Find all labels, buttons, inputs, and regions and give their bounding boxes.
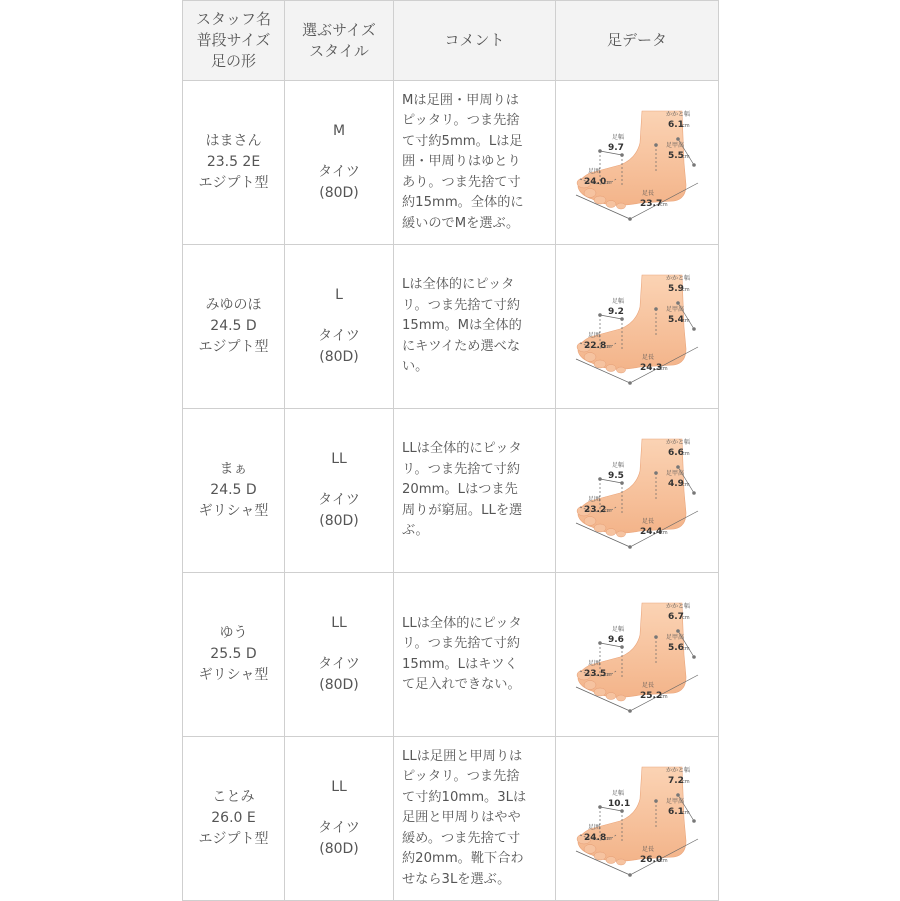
comment-cell	[394, 245, 556, 409]
unit-cm: cm	[604, 835, 612, 842]
value-foot-width: 9.5	[608, 470, 624, 481]
value-heel-width: 6.7	[668, 611, 684, 622]
label-instep-height: 足甲高	[666, 305, 685, 313]
label-instep-height: 足甲高	[666, 797, 685, 805]
comment-line: て足入れできない。	[402, 677, 521, 692]
comment-line: 15mm。Mは全体的	[402, 318, 522, 334]
size-cell	[285, 573, 394, 737]
comment-line: ピッタリ。つま先捨	[402, 113, 520, 129]
staff-name: まぁ	[219, 461, 248, 477]
comment-line: LLは足囲と甲周りは	[402, 748, 523, 764]
label-foot-length: 足長	[642, 353, 655, 361]
label-heel-width: かかと幅	[666, 602, 691, 610]
chosen-size: M	[332, 123, 346, 139]
value-foot-width: 9.7	[608, 142, 624, 153]
foot-data-cell	[556, 409, 719, 573]
comment-line: 囲・甲周りはゆとり	[402, 154, 521, 170]
unit-cm: cm	[660, 529, 668, 536]
unit-cm: cm	[682, 286, 690, 293]
header-staff-line: スタッフ名	[195, 10, 271, 28]
unit-cm: cm	[682, 481, 690, 488]
value-instep-height: 6.1	[668, 806, 684, 817]
value-foot-width: 9.2	[608, 306, 624, 317]
table-row	[183, 409, 719, 573]
style: タイツ	[318, 492, 360, 508]
label-instep-height: 足甲高	[666, 141, 685, 149]
value-foot-width: 9.6	[608, 634, 624, 645]
header-size	[285, 1, 394, 81]
comment-line: Lは全体的にピッタ	[402, 277, 515, 293]
foot-shape: エジプト型	[198, 831, 269, 847]
unit-cm: cm	[604, 343, 612, 350]
label-foot-width: 足幅	[612, 133, 625, 141]
value-foot-length: 25.2	[640, 690, 663, 701]
comment-line: 15mm。Lはキツく	[402, 656, 518, 672]
value-girth: 23.5	[584, 668, 607, 679]
usual-size: 23.5 2E	[206, 154, 261, 170]
label-instep-height: 足甲高	[666, 469, 685, 477]
foot-data-cell	[556, 737, 719, 901]
header-staff-line: 足の形	[210, 52, 256, 70]
table-header-row	[183, 1, 719, 81]
comment-line: い。	[402, 359, 429, 375]
value-foot-length: 26.0	[640, 854, 663, 865]
size-cell	[285, 81, 394, 245]
unit-cm: cm	[682, 614, 690, 621]
label-foot-width: 足幅	[612, 789, 625, 797]
table-row	[183, 81, 719, 245]
value-girth: 24.8	[584, 832, 607, 843]
foot-data-cell	[556, 245, 719, 409]
value-heel-width: 7.2	[668, 775, 684, 786]
value-heel-width: 6.1	[668, 119, 684, 130]
value-instep-height: 5.6	[668, 642, 684, 653]
value-instep-height: 4.9	[668, 478, 684, 489]
comment-line: 足囲と甲周りはやや	[402, 810, 521, 826]
foot-shape: ギリシャ型	[198, 667, 269, 683]
foot-shape: エジプト型	[198, 339, 269, 355]
comment-line: ぶ。	[402, 523, 429, 539]
comment-line: せなら3Lを選ぶ。	[402, 871, 511, 887]
comment-line: て寸約10mm。3Lは	[402, 789, 527, 805]
value-heel-width: 5.9	[668, 283, 684, 294]
staff-name: ことみ	[212, 789, 255, 805]
value-foot-width: 10.1	[608, 798, 631, 809]
unit-cm: cm	[604, 507, 612, 514]
foot-diagram	[570, 103, 704, 223]
label-foot-width: 足幅	[612, 625, 625, 633]
table-row	[183, 245, 719, 409]
unit-cm: cm	[660, 693, 668, 700]
foot-data-cell	[556, 81, 719, 245]
label-heel-width: かかと幅	[666, 438, 691, 446]
table-row	[183, 737, 719, 901]
unit-cm: cm	[682, 809, 690, 816]
usual-size: 25.5 D	[210, 646, 257, 662]
comment-cell	[394, 81, 556, 245]
foot-diagram	[570, 431, 704, 551]
value-girth: 23.2	[584, 504, 607, 515]
foot-shape: ギリシャ型	[198, 503, 269, 519]
comment-line: LLは全体的にピッタ	[402, 441, 522, 457]
unit-cm: cm	[682, 153, 690, 160]
value-foot-length: 24.4	[640, 526, 663, 537]
style-denier: (80D)	[319, 349, 359, 365]
header-foot-data: 足データ	[556, 1, 719, 81]
size-cell	[285, 409, 394, 573]
header-staff-line: 普段サイズ	[196, 31, 271, 49]
label-instep-height: 足甲高	[666, 633, 685, 641]
staff-cell	[183, 573, 285, 737]
staff-cell	[183, 81, 285, 245]
size-cell	[285, 245, 394, 409]
header-comment: コメント	[394, 1, 556, 81]
value-foot-length: 24.3	[640, 362, 663, 373]
comment-line: LLは全体的にピッタ	[402, 615, 522, 631]
chosen-size: LL	[331, 451, 347, 467]
comment-line: リ。つま先捨て寸約	[402, 636, 521, 651]
foot-diagram	[570, 267, 704, 387]
unit-cm: cm	[682, 645, 690, 652]
label-girth: 足囲	[588, 659, 601, 667]
label-foot-width: 足幅	[612, 297, 625, 305]
unit-cm: cm	[682, 317, 690, 324]
label-foot-width: 足幅	[612, 461, 625, 469]
foot-data-cell	[556, 573, 719, 737]
label-heel-width: かかと幅	[666, 110, 691, 118]
comment-line: Mは足囲・甲周りは	[402, 92, 519, 108]
style: タイツ	[318, 656, 360, 672]
value-girth: 22.8	[584, 340, 607, 351]
header-size-line: スタイル	[309, 41, 369, 60]
value-girth: 24.0	[584, 176, 607, 187]
unit-cm: cm	[604, 179, 612, 186]
comment-line: 約20mm。靴下合わ	[402, 851, 524, 867]
unit-cm: cm	[660, 857, 668, 864]
value-foot-length: 23.7	[640, 198, 663, 209]
chosen-size: L	[335, 287, 343, 303]
usual-size: 26.0 E	[211, 810, 256, 826]
value-instep-height: 5.5	[668, 150, 684, 161]
foot-diagram	[570, 595, 704, 715]
comment-line: 緩め。つま先捨て寸	[402, 830, 521, 846]
size-cell	[285, 737, 394, 901]
style: タイツ	[318, 164, 360, 180]
label-heel-width: かかと幅	[666, 274, 691, 282]
label-foot-length: 足長	[642, 845, 655, 853]
unit-cm: cm	[604, 671, 612, 678]
comment-line: 20mm。Lはつま先	[402, 482, 518, 498]
comment-line: 緩いのでMを選ぶ。	[402, 215, 520, 231]
comment-cell	[394, 409, 556, 573]
style-denier: (80D)	[319, 677, 359, 693]
style-denier: (80D)	[319, 841, 359, 857]
style: タイツ	[318, 328, 360, 344]
staff-name: はまさん	[205, 133, 262, 149]
unit-cm: cm	[682, 450, 690, 457]
label-girth: 足囲	[588, 495, 601, 503]
style: タイツ	[318, 820, 360, 836]
comment-line: て寸約5mm。Lは足	[402, 133, 523, 149]
label-foot-length: 足長	[642, 189, 655, 197]
unit-cm: cm	[682, 778, 690, 785]
staff-name: ゆう	[219, 625, 248, 641]
style-denier: (80D)	[319, 185, 359, 201]
label-foot-length: 足長	[642, 681, 655, 689]
value-instep-height: 5.4	[668, 314, 684, 325]
header-staff	[183, 1, 285, 81]
comment-line: にキツイため選べな	[402, 338, 521, 354]
value-heel-width: 6.6	[668, 447, 684, 458]
comment-cell	[394, 737, 556, 901]
foot-diagram	[570, 759, 704, 879]
comment-cell	[394, 573, 556, 737]
chosen-size: LL	[331, 615, 347, 631]
staff-name: みゆのほ	[205, 297, 262, 313]
comment-line: あり。つま先捨て寸	[402, 174, 521, 190]
unit-cm: cm	[660, 201, 668, 208]
comment-line: 約15mm。全体的に	[402, 195, 524, 211]
foot-shape: エジプト型	[198, 175, 269, 191]
header-size-line: 選ぶサイズ	[302, 20, 376, 39]
usual-size: 24.5 D	[210, 482, 257, 498]
table-row	[183, 573, 719, 737]
staff-cell	[183, 245, 285, 409]
staff-size-table	[182, 0, 719, 901]
label-girth: 足囲	[588, 167, 601, 175]
usual-size: 24.5 D	[210, 318, 257, 334]
chosen-size: LL	[331, 779, 347, 795]
comment-line: ピッタリ。つま先捨	[402, 769, 520, 785]
label-girth: 足囲	[588, 823, 601, 831]
label-heel-width: かかと幅	[666, 766, 691, 774]
comment-line: リ。つま先捨て寸約	[402, 297, 521, 313]
comment-line: リ。つま先捨て寸約	[402, 461, 521, 477]
style-denier: (80D)	[319, 513, 359, 529]
comment-line: 周りが窮屈。LLを選	[402, 502, 523, 518]
label-foot-length: 足長	[642, 517, 655, 525]
label-girth: 足囲	[588, 331, 601, 339]
unit-cm: cm	[660, 365, 668, 372]
staff-cell	[183, 737, 285, 901]
unit-cm: cm	[682, 122, 690, 129]
staff-cell	[183, 409, 285, 573]
